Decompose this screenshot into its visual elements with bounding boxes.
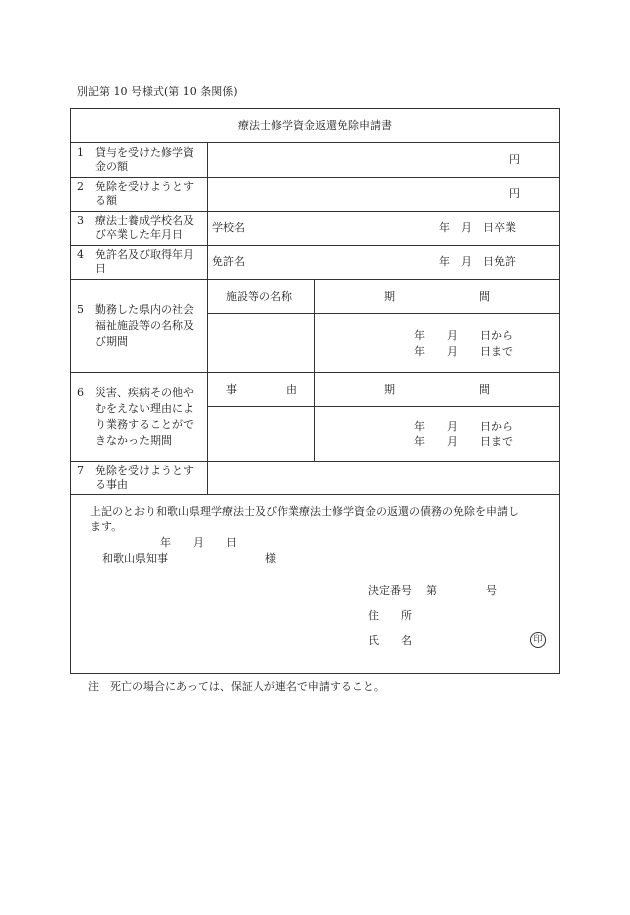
row-label: むをえない理由によ <box>95 402 194 415</box>
row-label: 療法士養成学校名及 <box>95 214 194 227</box>
period-to: 年 月 日まで <box>414 435 513 448</box>
exemption-reason-field[interactable] <box>210 464 556 492</box>
decision-number-prefix: 第 <box>426 584 437 597</box>
period-header: 間 <box>479 290 490 303</box>
row-number: 6 <box>77 386 84 399</box>
row-label: 勤務した県内の社会 <box>95 303 194 316</box>
honorific: 様 <box>265 552 276 565</box>
form-number-header: 別記第 10 号様式(第 10 条関係) <box>77 85 238 98</box>
facility-name-header: 施設等の名称 <box>226 290 292 303</box>
footnote: 注 死亡の場合にあっては、保証人が連名で申請すること。 <box>88 680 385 693</box>
declaration-text: ます。 <box>90 520 123 533</box>
period-header: 期 <box>384 290 395 303</box>
license-name-label: 免許名 <box>212 255 245 268</box>
yen-unit: 円 <box>509 153 520 166</box>
row-label: る事由 <box>95 478 128 491</box>
name-field[interactable] <box>420 632 520 648</box>
row-number: 4 <box>77 248 84 261</box>
row-number: 3 <box>77 214 84 227</box>
license-name-field[interactable] <box>250 248 430 276</box>
address-field[interactable] <box>420 607 550 623</box>
school-name-label: 学校名 <box>212 221 245 234</box>
row-label: 免除を受けようとす <box>95 180 194 193</box>
row-label: 免除を受けようとす <box>95 464 194 477</box>
row-label: る額 <box>95 194 117 207</box>
decision-number-suffix: 号 <box>486 584 497 597</box>
school-name-field[interactable] <box>250 214 430 242</box>
loan-amount-field[interactable] <box>210 145 556 175</box>
row-number: 1 <box>77 146 84 159</box>
seal-icon: 印 <box>530 632 546 648</box>
row-label: び期間 <box>95 335 128 348</box>
facility-name-field[interactable] <box>210 316 312 370</box>
reason-header: 由 <box>286 383 297 396</box>
row-label: 福祉施設等の名称及 <box>95 319 194 332</box>
reason-header: 事 <box>226 383 237 396</box>
row-label: 日 <box>95 262 106 275</box>
license-date: 年 月 日免許 <box>439 255 516 268</box>
graduation-date: 年 月 日卒業 <box>439 221 516 234</box>
period-header: 間 <box>479 383 490 396</box>
period-to: 年 月 日まで <box>414 345 513 358</box>
name-label: 氏 名 <box>368 634 412 647</box>
exemption-amount-field[interactable] <box>210 180 556 209</box>
row-number: 7 <box>77 464 84 477</box>
reason-field[interactable] <box>210 409 312 459</box>
form-title: 療法士修学資金返還免除申請書 <box>238 119 392 132</box>
yen-unit: 円 <box>509 187 520 200</box>
declaration-text: 上記のとおり和歌山県理学療法士及び作業療法士修学資金の返還の債務の免除を申請し <box>90 505 519 518</box>
application-date: 年 月 日 <box>160 536 237 549</box>
period-header: 期 <box>384 383 395 396</box>
row-label: 災害、疾病その他や <box>95 386 194 399</box>
address-label: 住 所 <box>368 609 412 622</box>
row-label: び卒業した年月日 <box>95 228 183 241</box>
decision-number-label: 決定番号 <box>368 584 412 597</box>
addressee: 和歌山県知事 <box>102 552 168 565</box>
period-from: 年 月 日から <box>414 420 513 433</box>
period-from: 年 月 日から <box>414 329 513 342</box>
row-label: きなかった期間 <box>95 434 172 447</box>
row-label: り業務することがで <box>95 418 194 431</box>
decision-number-field[interactable] <box>442 582 482 598</box>
row-label: 貸与を受けた修学資 <box>95 146 194 159</box>
row-number: 2 <box>77 180 84 193</box>
row-label: 金の額 <box>95 160 128 173</box>
row-number: 5 <box>77 303 84 316</box>
row-label: 免許名及び取得年月 <box>95 248 194 261</box>
